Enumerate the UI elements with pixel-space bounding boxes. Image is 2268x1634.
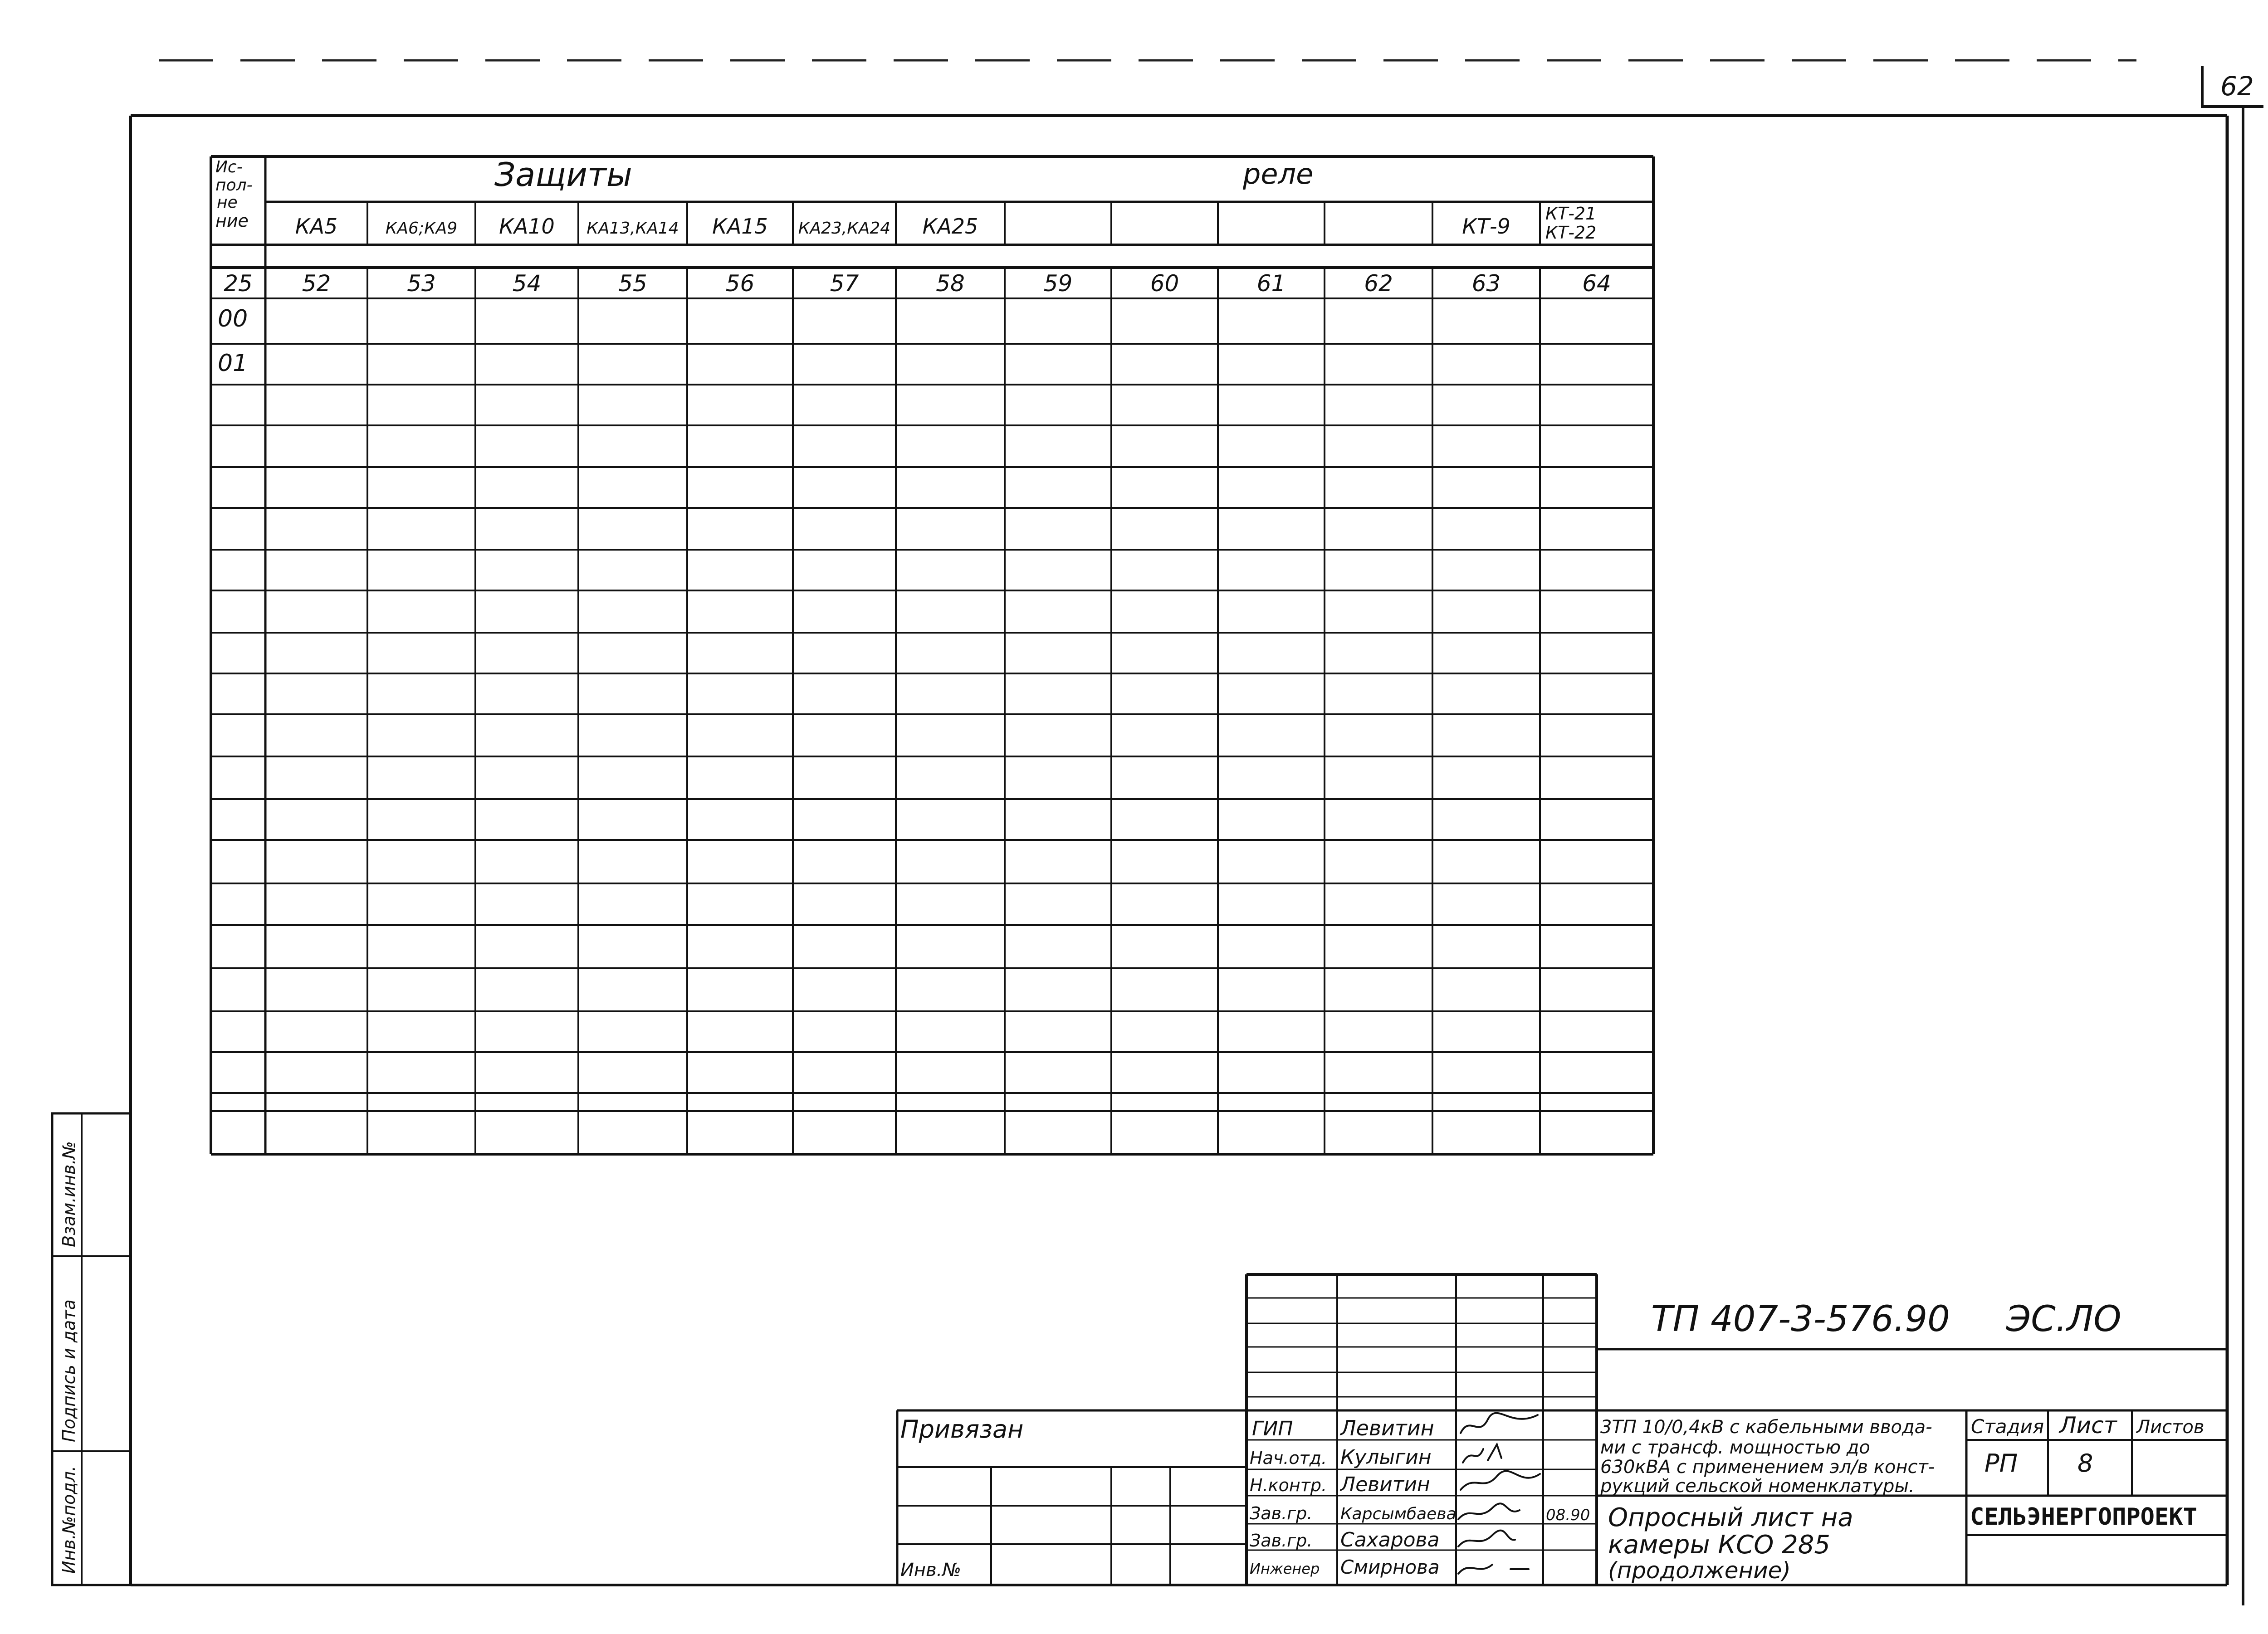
relay-label: КА6;КА9 [385, 219, 458, 238]
side-stamp-inv-podl: Инв.№подл. [59, 1465, 79, 1574]
stage-value: РП [1984, 1449, 2018, 1478]
name-n-kontr: Левитин [1340, 1473, 1430, 1496]
header-ispolnenie-line-2: пол- [215, 176, 253, 195]
column-number: 64 [1582, 270, 1611, 297]
name-nach-otd: Кулыгин [1340, 1446, 1432, 1469]
role-nach-otd: Нач.отд. [1250, 1448, 1327, 1468]
project-description-line-3: 630кВА с применением эл/в конст- [1600, 1457, 1935, 1478]
relay-label: КТ-21 [1545, 204, 1597, 224]
side-stamp-signature-date: Подпись и дата [59, 1299, 79, 1442]
relay-label: КА25 [922, 214, 978, 239]
relay-label: КА15 [712, 214, 768, 239]
name-inzhener: Смирнова [1340, 1556, 1440, 1578]
sheet-label: Лист [2059, 1412, 2117, 1439]
relay-label: КА5 [295, 214, 338, 239]
organization-name: СЕЛЬЭНЕРГОПРОЕКТ [1970, 1503, 2197, 1531]
page-number-box [2202, 66, 2263, 107]
column-number: 54 [512, 270, 542, 297]
side-stamp-vzam-inv: Взам.инв.№ [59, 1141, 79, 1247]
role-zav-gr-2: Зав.гр. [1250, 1531, 1313, 1551]
date: 08.90 [1546, 1506, 1590, 1524]
relay-protection-table [211, 156, 1653, 1154]
header-ispolnenie-line-4: ние [215, 211, 249, 231]
table-grid [211, 156, 1653, 1154]
group-header-rele: реле [1243, 157, 1314, 190]
role-n-kontr: Н.контр. [1250, 1475, 1327, 1495]
column-number: 60 [1150, 270, 1179, 297]
inv-no-label: Инв.№ [900, 1560, 961, 1580]
row-code-01: 01 [218, 350, 248, 377]
side-stamp [52, 1113, 131, 1585]
column-number: 53 [407, 270, 436, 297]
page-number: 62 [2220, 71, 2254, 102]
column-number: 57 [830, 270, 859, 297]
header-ispolnenie-line-3: не [217, 193, 238, 212]
column-numbers [224, 270, 1611, 297]
role-inzhener: Инженер [1250, 1560, 1320, 1577]
document-designation: ТП 407-3-576.90 ЭС.ЛО [1651, 1299, 2121, 1340]
name-zav-gr-2: Сахарова [1340, 1528, 1440, 1551]
project-description-line-2: ми с трансф. мощностью до [1600, 1437, 1870, 1458]
sheet-value: 8 [2077, 1449, 2093, 1478]
name-zav-gr-1: Карсымбаева [1340, 1505, 1457, 1523]
column-number: 62 [1364, 270, 1393, 297]
sheets-label: Листов [2136, 1417, 2204, 1438]
relay-labels [295, 204, 1596, 243]
role-zav-gr-1: Зав.гр. [1250, 1503, 1313, 1523]
relay-label: КТ-22 [1545, 223, 1597, 243]
sheet-title-line-3: (продолжение) [1608, 1557, 1791, 1584]
title-block [897, 1274, 2227, 1585]
column-number: 61 [1256, 270, 1286, 297]
column-number: 56 [725, 270, 755, 297]
privyazan-label: Привязан [900, 1415, 1024, 1444]
project-description-line-1: 3ТП 10/0,4кВ с кабельными вводa- [1600, 1417, 1932, 1438]
role-gip: ГИП [1252, 1417, 1293, 1440]
project-description-line-4: рукций сельской номенклатуры. [1600, 1476, 1915, 1497]
column-number: 63 [1471, 270, 1501, 297]
relay-label: КА10 [499, 214, 555, 239]
column-number: 55 [618, 270, 647, 297]
column-number: 25 [224, 270, 253, 297]
name-gip: Левитин [1340, 1416, 1434, 1440]
column-number: 58 [936, 270, 965, 297]
sheet-frame [131, 107, 2243, 1605]
relay-label: КА23,КА24 [798, 219, 891, 238]
sheet-title-line-1: Опросный лист на [1608, 1503, 1853, 1532]
row-code-00: 00 [218, 305, 248, 332]
sheet-title-line-2: камеры КСО 285 [1608, 1530, 1831, 1560]
header-ispolnenie-line-1: Ис- [215, 158, 243, 176]
column-number: 52 [302, 270, 331, 297]
relay-label: КТ-9 [1462, 214, 1510, 239]
stage-label: Стадия [1971, 1415, 2044, 1438]
group-header-zashchity: Защиты [494, 156, 632, 194]
relay-label: КА13,КА14 [587, 219, 679, 238]
column-number: 59 [1043, 270, 1073, 297]
